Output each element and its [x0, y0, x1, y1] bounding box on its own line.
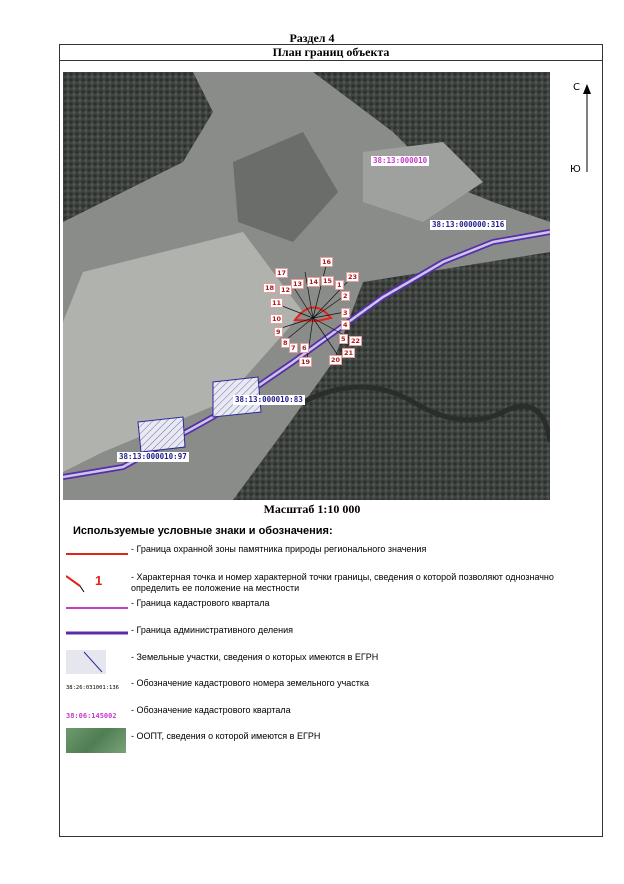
parcel-label-97: 38:13:000010:97 [119, 452, 187, 461]
red-line-icon [66, 552, 128, 556]
point-18: 18 [265, 284, 275, 292]
legend-item-admin: - Граница административного деления [131, 625, 294, 635]
parcel-hatch-icon [66, 650, 106, 674]
point-17: 17 [277, 269, 287, 277]
north-label: С [573, 82, 580, 93]
point-11: 11 [272, 299, 282, 307]
legend-item-point: - Характерная точка и номер характерной точки границы, сведения о которой позволяют однозначно определить ее положение на местности [131, 572, 554, 593]
point-9: 9 [276, 328, 281, 336]
point-4: 4 [343, 321, 348, 329]
magenta-line-icon [66, 606, 128, 610]
point-marker-number: 1 [95, 573, 103, 588]
quarter-number-sample: 38:06:145002 [66, 712, 117, 720]
south-label: Ю [570, 164, 581, 175]
point-5: 5 [341, 335, 346, 343]
legend-item-boundary: - Граница охранной зоны памятника природы регионального значения [131, 544, 427, 554]
map-scale: Масштаб 1:10 000 [263, 502, 361, 516]
legend-item-parcels: - Земельные участки, сведения о которых имеются в ЕГРН [131, 652, 379, 662]
legend-item-parcel-number: - Обозначение кадастрового номера земельного участка [131, 678, 370, 688]
legend-title: Используемые условные знаки и обозначения: [73, 525, 333, 537]
parcel-label-83: 38:13:000010:83 [235, 395, 303, 404]
point-19: 19 [301, 358, 311, 366]
point-7: 7 [291, 344, 296, 352]
quarter-label-top: 38:13:000010 [373, 156, 428, 165]
point-10: 10 [272, 315, 282, 323]
point-14: 14 [309, 278, 319, 286]
point-22: 22 [351, 337, 361, 345]
point-23: 23 [348, 273, 358, 281]
purple-line-icon [66, 631, 128, 635]
point-8: 8 [283, 339, 288, 347]
legend-item-quarter-boundary: - Граница кадастрового квартала [131, 598, 270, 608]
green-area-icon [66, 728, 126, 753]
parcel-97-shape [138, 417, 185, 452]
point-16: 16 [322, 258, 332, 266]
point-20: 20 [331, 356, 341, 364]
point-12: 12 [281, 286, 291, 294]
point-21: 21 [344, 349, 354, 357]
plan-title: План границ объекта [59, 44, 603, 61]
point-3: 3 [343, 309, 348, 317]
north-arrow [570, 82, 600, 182]
point-13: 13 [293, 280, 303, 288]
point-15: 15 [323, 277, 333, 285]
point-2: 2 [343, 292, 348, 300]
legend-item-protected-area: - ООПТ, сведения о которой имеются в ЕГРН [131, 731, 321, 741]
parcel-number-sample: 38:26:031001:136 [66, 685, 119, 691]
point-6: 6 [302, 344, 307, 352]
section-title: Раздел 4 [289, 31, 335, 45]
point-1: 1 [337, 281, 342, 289]
aerial-map[interactable] [63, 72, 550, 500]
admin-label: 38:13:000000:316 [432, 220, 505, 229]
legend-item-quarter-number: - Обозначение кадастрового квартала [131, 705, 291, 715]
